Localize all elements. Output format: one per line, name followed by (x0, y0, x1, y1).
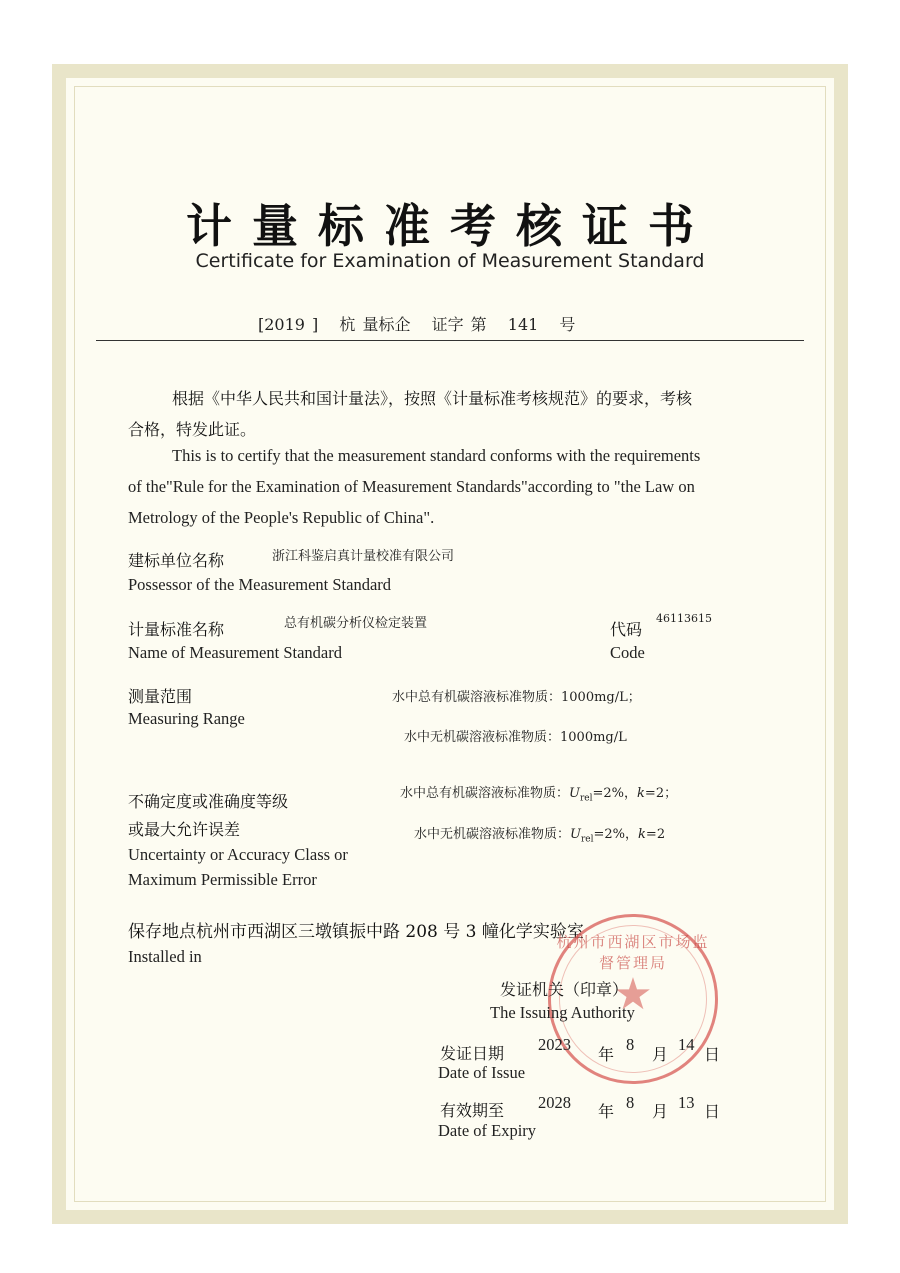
uncertainty-value-1-end: =2； (644, 786, 678, 801)
uncertainty-value-2-rest: =2%， (593, 827, 639, 842)
expiry-day-char: 日 (704, 1102, 721, 1121)
issue-month-char: 月 (652, 1045, 669, 1064)
range-value-2: 水中无机碳溶液标准物质：1000mg/L (404, 730, 627, 745)
cert-year: [2019 ] (258, 315, 319, 334)
uncertainty-label-zh-2: 或最大允许误差 (128, 820, 241, 839)
code-label-en: Code (610, 643, 645, 662)
uncertainty-label-zh-1: 不确定度或准确度等级 (128, 792, 289, 811)
possessor-value: 浙江科鉴启真计量校准有限公司 (272, 549, 455, 564)
installed-label-zh: 保存地点 (128, 922, 196, 942)
standard-name-value: 总有机碳分析仪检定装置 (284, 616, 428, 631)
uncertainty-value-1-u: U (569, 786, 580, 801)
installed-line (128, 917, 584, 942)
seal-text: 杭州市西湖区市场监督管理局 (556, 933, 710, 972)
expiry-year-char: 年 (598, 1102, 615, 1121)
uncertainty-value-2-end: =2 (645, 827, 666, 842)
issue-month: 8 (626, 1035, 635, 1054)
issuing-authority-label-zh: 发证机关（印章） (500, 980, 629, 999)
uncertainty-label-en-1: Uncertainty or Accuracy Class or (128, 845, 348, 864)
range-value-1: 水中总有机碳溶液标准物质：1000mg/L； (392, 690, 641, 705)
uncertainty-value-1-sub: rel (579, 793, 593, 804)
expiry-year: 2028 (538, 1093, 571, 1112)
uncertainty-label-en-2: Maximum Permissible Error (128, 870, 317, 889)
seal-star-icon: ★ (613, 969, 653, 1020)
certify-para-zh-1: 根据《中华人民共和国计量法》，按照《计量标准考核规范》的要求，考核 (172, 389, 693, 408)
issue-day: 14 (678, 1035, 695, 1054)
cert-hao: 号 (559, 315, 576, 334)
certificate-title-en: Certificate for Examination of Measurement Standard (195, 250, 705, 272)
possessor-label-en: Possessor of the Measurement Standard (128, 575, 392, 594)
uncertainty-value-1-rest: =2%， (592, 786, 638, 801)
range-label-zh: 测量范围 (128, 687, 193, 706)
cert-word: 证字 第 (431, 315, 487, 334)
certify-para-en-1: This is to certify that the measurement standard conforms with the requirements (172, 446, 701, 465)
expiry-date-label-en: Date of Expiry (438, 1121, 537, 1140)
possessor-label-zh: 建标单位名称 (128, 551, 225, 570)
certificate-number-line (258, 312, 589, 335)
certify-para-en-3: Metrology of the People's Republic of China". (128, 508, 435, 527)
issuing-authority-label-en: The Issuing Authority (490, 1003, 635, 1022)
issue-year: 2023 (538, 1035, 571, 1054)
installed-label-en: Installed in (128, 947, 202, 966)
issue-date-label-en: Date of Issue (438, 1063, 526, 1082)
issue-date-label-zh: 发证日期 (440, 1044, 505, 1063)
uncertainty-value-2-sub: rel (580, 834, 594, 845)
expiry-month-char: 月 (652, 1102, 669, 1121)
code-label-zh: 代码 (610, 620, 643, 639)
uncertainty-value-2-prefix: 水中无机碳溶液标准物质： (414, 827, 571, 842)
issue-year-char: 年 (598, 1045, 615, 1064)
certificate-title-zh: 计量标准考核证书 (186, 199, 714, 253)
uncertainty-value-1 (400, 782, 677, 804)
uncertainty-value-2-u: U (570, 827, 581, 842)
code-value: 46113615 (656, 612, 712, 625)
header-divider (96, 340, 804, 341)
installed-value: 杭州市西湖区三墩镇振中路 208 号 3 幢化学实验室 (196, 922, 584, 942)
range-label-en: Measuring Range (128, 709, 245, 728)
cert-prefix: 杭 量标企 (339, 315, 411, 334)
standard-name-label-zh: 计量标准名称 (128, 620, 225, 639)
certify-para-en-2: of the"Rule for the Examination of Measurement Standards"according to "the Law on (128, 477, 695, 496)
uncertainty-value-2 (414, 823, 665, 845)
uncertainty-value-2-k: k (638, 827, 646, 842)
uncertainty-value-1-prefix: 水中总有机碳溶液标准物质： (400, 786, 570, 801)
standard-name-label-en: Name of Measurement Standard (128, 643, 342, 662)
expiry-day: 13 (678, 1093, 695, 1112)
issue-day-char: 日 (704, 1045, 721, 1064)
expiry-date-label-zh: 有效期至 (440, 1101, 505, 1120)
expiry-month: 8 (626, 1093, 635, 1112)
uncertainty-value-1-k: k (637, 786, 645, 801)
certify-para-zh-2: 合格，特发此证。 (128, 420, 257, 439)
cert-number: 141 (507, 315, 539, 334)
